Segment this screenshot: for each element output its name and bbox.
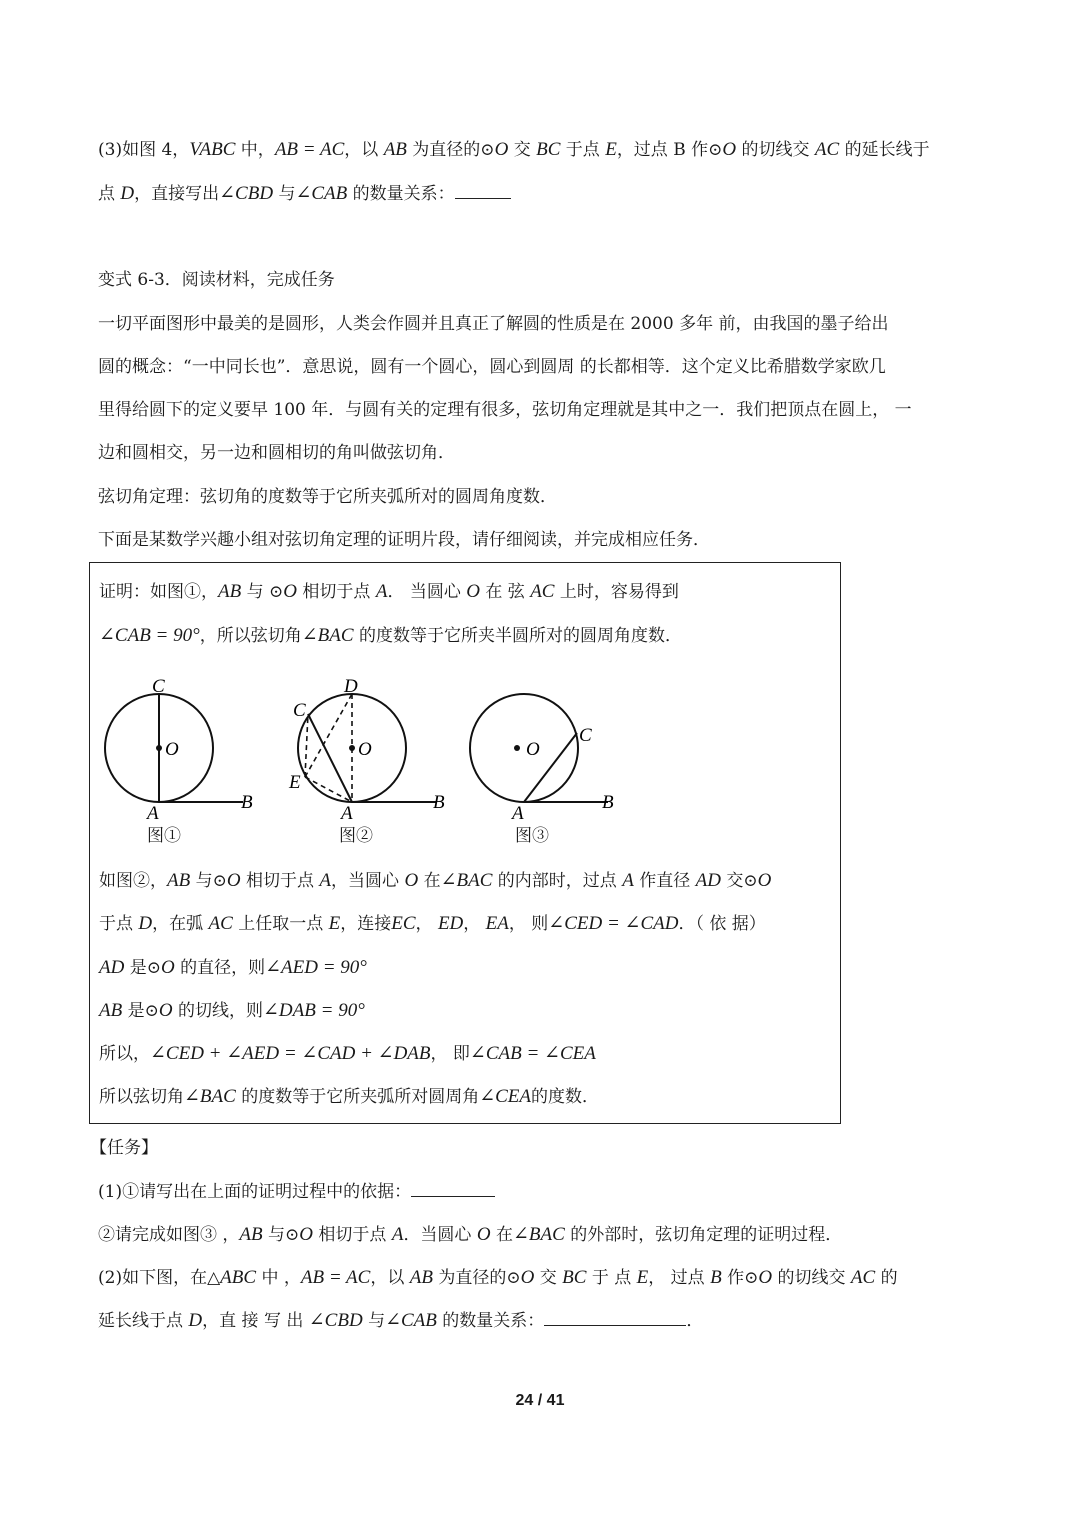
text: 所以弦切角 bbox=[99, 1087, 184, 1107]
math: D bbox=[188, 1310, 203, 1331]
text: 为直径的⊙ bbox=[406, 140, 495, 160]
text: 的外部时，弦切角定理的证明过程． bbox=[564, 1225, 843, 1245]
text: ②请完成如图③ ， bbox=[98, 1225, 240, 1245]
text: 如图②， bbox=[99, 871, 167, 891]
math: ∠CED = ∠CAD bbox=[548, 913, 679, 934]
math: ∠CAB = 90° bbox=[99, 625, 200, 646]
text: 是⊙ bbox=[124, 958, 161, 978]
math: AB bbox=[383, 139, 407, 160]
label-a: A bbox=[147, 803, 159, 824]
text: ，以 bbox=[370, 1268, 410, 1288]
text: 上时，容易得到 bbox=[554, 582, 679, 602]
text: ，直接写出 bbox=[134, 184, 220, 204]
variant-title: 变式 6-3．阅读材料，完成任务 bbox=[98, 270, 335, 290]
proof-intro: 下面是某数学兴趣小组对弦切角定理的证明片段，请仔细阅读，并完成相应任务． bbox=[98, 530, 710, 550]
text: 的度数等于它所夹半圆所对的圆周角度数． bbox=[353, 626, 682, 646]
text: ，所以弦切角 bbox=[199, 626, 302, 646]
segment-ec bbox=[305, 714, 308, 777]
page-number: 24 / 41 bbox=[515, 1392, 565, 1409]
math: E bbox=[605, 139, 617, 160]
text: ， bbox=[415, 914, 438, 934]
text: 与⊙ bbox=[262, 1225, 300, 1245]
text: 于 点 bbox=[586, 1268, 637, 1288]
math: ABC bbox=[220, 1267, 257, 1288]
math: AB bbox=[409, 1267, 433, 1288]
math: EC bbox=[391, 913, 416, 934]
text: ．当圆心 bbox=[403, 1225, 477, 1245]
q3-line-1 bbox=[98, 138, 930, 162]
answer-blank bbox=[411, 1182, 495, 1197]
task-2-line-1 bbox=[98, 1266, 898, 1290]
figure-1-caption: 图① bbox=[147, 826, 181, 846]
math: O bbox=[299, 1224, 314, 1245]
label-o: O bbox=[526, 739, 540, 760]
variant-paragraph-line: 圆的概念：“一中同长也”．意思说，圆有一个圆心，圆心到圆周 的长都相等．这个定义比希腊数学家欧几 bbox=[98, 357, 886, 377]
math: ∠BAC bbox=[184, 1086, 236, 1107]
answer-blank bbox=[455, 184, 511, 199]
text: 的延长线于 bbox=[839, 140, 930, 160]
text: 作直径 bbox=[633, 871, 696, 891]
text: ． 当圆心 bbox=[387, 582, 467, 602]
circle-o bbox=[470, 694, 578, 802]
text: 相切于点 bbox=[297, 582, 376, 602]
text: 相切于点 bbox=[313, 1225, 392, 1245]
variant-paragraph-line: 边和圆相交，另一边和圆相切的角叫做弦切角． bbox=[98, 443, 455, 463]
math: BC bbox=[562, 1267, 587, 1288]
text: 的数量关系： bbox=[347, 184, 455, 204]
math: AD bbox=[695, 870, 721, 891]
math: ∠CED + ∠AED = ∠CAD + ∠DAB bbox=[150, 1043, 431, 1064]
label-a: A bbox=[341, 803, 353, 824]
math: ∠CAB bbox=[295, 183, 348, 204]
text: 为直径的⊙ bbox=[432, 1268, 521, 1288]
text: 在 弦 bbox=[479, 582, 531, 602]
text: ，以 bbox=[344, 140, 384, 160]
math: ∠CEA bbox=[479, 1086, 532, 1107]
text: 是⊙ bbox=[122, 1001, 159, 1021]
math: ∠BAC bbox=[301, 625, 354, 646]
label-o: O bbox=[358, 739, 372, 760]
math: AB bbox=[99, 1000, 123, 1021]
answer-blank bbox=[544, 1311, 686, 1326]
math: B bbox=[710, 1267, 722, 1288]
tasks-title: 【任务】 bbox=[90, 1138, 158, 1158]
q3-line-2 bbox=[98, 182, 511, 206]
math: D bbox=[120, 183, 135, 204]
text: 的切线，则 bbox=[172, 1001, 264, 1021]
math: A bbox=[622, 870, 634, 891]
text: 的数量关系： bbox=[436, 1311, 545, 1331]
math: ∠DAB = 90° bbox=[263, 1000, 365, 1021]
text: 于点 bbox=[560, 140, 606, 160]
math: ∠BAC bbox=[512, 1224, 565, 1245]
math: O bbox=[758, 1267, 773, 1288]
text: 的度数． bbox=[531, 1087, 600, 1107]
text: 所以， bbox=[99, 1044, 150, 1064]
math: D bbox=[138, 913, 153, 934]
math: ∠BAC bbox=[440, 870, 493, 891]
proof-box bbox=[89, 562, 841, 1124]
math: A bbox=[391, 1224, 404, 1245]
math: O bbox=[757, 870, 772, 891]
text: ， 即 bbox=[430, 1044, 470, 1064]
text: ，当圆心 bbox=[331, 871, 405, 891]
text: ， 则 bbox=[508, 914, 549, 934]
text: 的度数等于它所夹弧所对圆周角 bbox=[235, 1087, 480, 1107]
math: ED bbox=[437, 913, 464, 934]
math: O bbox=[466, 581, 480, 602]
math: O bbox=[722, 139, 737, 160]
text: (3)如图 4， bbox=[98, 140, 190, 160]
math: O bbox=[520, 1267, 535, 1288]
label-o: O bbox=[165, 739, 179, 760]
math: ∠CBD bbox=[219, 183, 274, 204]
proof-line-3 bbox=[99, 869, 771, 893]
segment-ed bbox=[305, 694, 352, 777]
math: EA bbox=[485, 913, 509, 934]
math: O bbox=[283, 581, 298, 602]
text: 交⊙ bbox=[720, 871, 758, 891]
text: ，过点 B 作⊙ bbox=[616, 140, 723, 160]
math: AB bbox=[167, 870, 191, 891]
text: 交 bbox=[534, 1268, 563, 1288]
math: O bbox=[476, 1224, 491, 1245]
label-b: B bbox=[241, 792, 253, 813]
proof-line-6 bbox=[99, 999, 365, 1023]
text: 的 bbox=[875, 1268, 898, 1288]
math: O bbox=[494, 139, 509, 160]
math: AB = AC bbox=[300, 1267, 371, 1288]
math: ∠CAB = ∠CEA bbox=[469, 1043, 596, 1064]
text: 与 bbox=[362, 1311, 386, 1331]
math: AD bbox=[99, 957, 125, 978]
math: O bbox=[226, 870, 241, 891]
label-a: A bbox=[512, 803, 524, 824]
label-b: B bbox=[433, 792, 445, 813]
math: ∠CAB bbox=[385, 1310, 437, 1331]
math: AC bbox=[850, 1267, 876, 1288]
math: A bbox=[319, 870, 332, 891]
label-c: C bbox=[579, 725, 592, 746]
text: 于点 bbox=[99, 914, 139, 934]
text: 交 bbox=[508, 140, 537, 160]
math: O bbox=[158, 1000, 173, 1021]
text: ．（ 依 据） bbox=[678, 914, 766, 934]
chord-ac bbox=[308, 714, 352, 802]
proof-line-8 bbox=[99, 1085, 599, 1109]
math: AC bbox=[208, 913, 233, 934]
math: AC bbox=[530, 581, 555, 602]
text: ，直 接 写 出 bbox=[202, 1311, 309, 1331]
variant-paragraph-line: 里得给圆下的定义要早 100 年．与圆有关的定理有很多，弦切角定理就是其中之一．我们把顶点在圆上， 一 bbox=[98, 400, 912, 420]
text: 中， bbox=[235, 140, 275, 160]
text: (1)①请写出在上面的证明过程中的依据： bbox=[98, 1182, 412, 1202]
text: 在 bbox=[418, 871, 441, 891]
proof-line-7 bbox=[99, 1042, 596, 1066]
text: ， 过点 bbox=[648, 1268, 711, 1288]
text: ，在弧 bbox=[152, 914, 209, 934]
variant-paragraph-line: 一切平面图形中最美的是圆形，人类会作圆并且真正了解圆的性质是在 2000 多年 前，由我国的墨子给出 bbox=[98, 314, 889, 334]
text: 作⊙ bbox=[721, 1268, 759, 1288]
text: 在 bbox=[490, 1225, 513, 1245]
text: 上任取一点 bbox=[232, 914, 329, 934]
theorem-statement: 弦切角定理：弦切角的度数等于它所夹弧所对的圆周角度数． bbox=[98, 487, 557, 507]
math: BC bbox=[536, 139, 561, 160]
math: A bbox=[375, 581, 388, 602]
text: 的内部时，过点 bbox=[492, 871, 623, 891]
label-d: D bbox=[344, 676, 358, 697]
math: ∠AED = 90° bbox=[265, 957, 367, 978]
label-e: E bbox=[289, 772, 301, 793]
center-point bbox=[156, 745, 162, 751]
text: ，连接 bbox=[340, 914, 392, 934]
math: O bbox=[160, 957, 175, 978]
math: E bbox=[636, 1267, 649, 1288]
text: 的切线交 bbox=[772, 1268, 851, 1288]
text: 与⊙ bbox=[190, 871, 227, 891]
figure-3-caption: 图③ bbox=[515, 826, 549, 846]
text: 点 bbox=[98, 184, 121, 204]
proof-line-1 bbox=[99, 580, 679, 604]
proof-line-5 bbox=[99, 956, 367, 980]
text: 相切于点 bbox=[240, 871, 320, 891]
text: 中 ， bbox=[256, 1268, 301, 1288]
figure-2-caption: 图② bbox=[339, 826, 373, 846]
text: 与 ⊙ bbox=[241, 582, 284, 602]
task-1-1 bbox=[98, 1180, 495, 1204]
text: 延长线于点 bbox=[98, 1311, 189, 1331]
label-c: C bbox=[293, 700, 306, 721]
math: VABC bbox=[189, 139, 236, 160]
math: O bbox=[404, 870, 419, 891]
center-point bbox=[514, 745, 520, 751]
text: ， bbox=[463, 914, 486, 934]
text: 与 bbox=[273, 184, 296, 204]
label-b: B bbox=[602, 792, 614, 813]
task-1-2 bbox=[98, 1223, 842, 1247]
proof-line-4 bbox=[99, 912, 766, 936]
text: ． bbox=[686, 1311, 704, 1331]
text: 的直径，则 bbox=[174, 958, 266, 978]
label-c: C bbox=[152, 676, 165, 697]
math: AB bbox=[218, 581, 242, 602]
text: 的切线交 bbox=[736, 140, 815, 160]
math: E bbox=[328, 913, 341, 934]
math: AB bbox=[239, 1224, 263, 1245]
math: AB = AC bbox=[274, 139, 345, 160]
center-point bbox=[349, 745, 355, 751]
text: 证明：如图①， bbox=[99, 582, 218, 602]
proof-line-2 bbox=[99, 624, 682, 648]
text: (2)如下图，在△ bbox=[98, 1268, 221, 1288]
math: AC bbox=[814, 139, 840, 160]
math: ∠CBD bbox=[308, 1310, 363, 1331]
task-2-line-2 bbox=[98, 1309, 703, 1333]
